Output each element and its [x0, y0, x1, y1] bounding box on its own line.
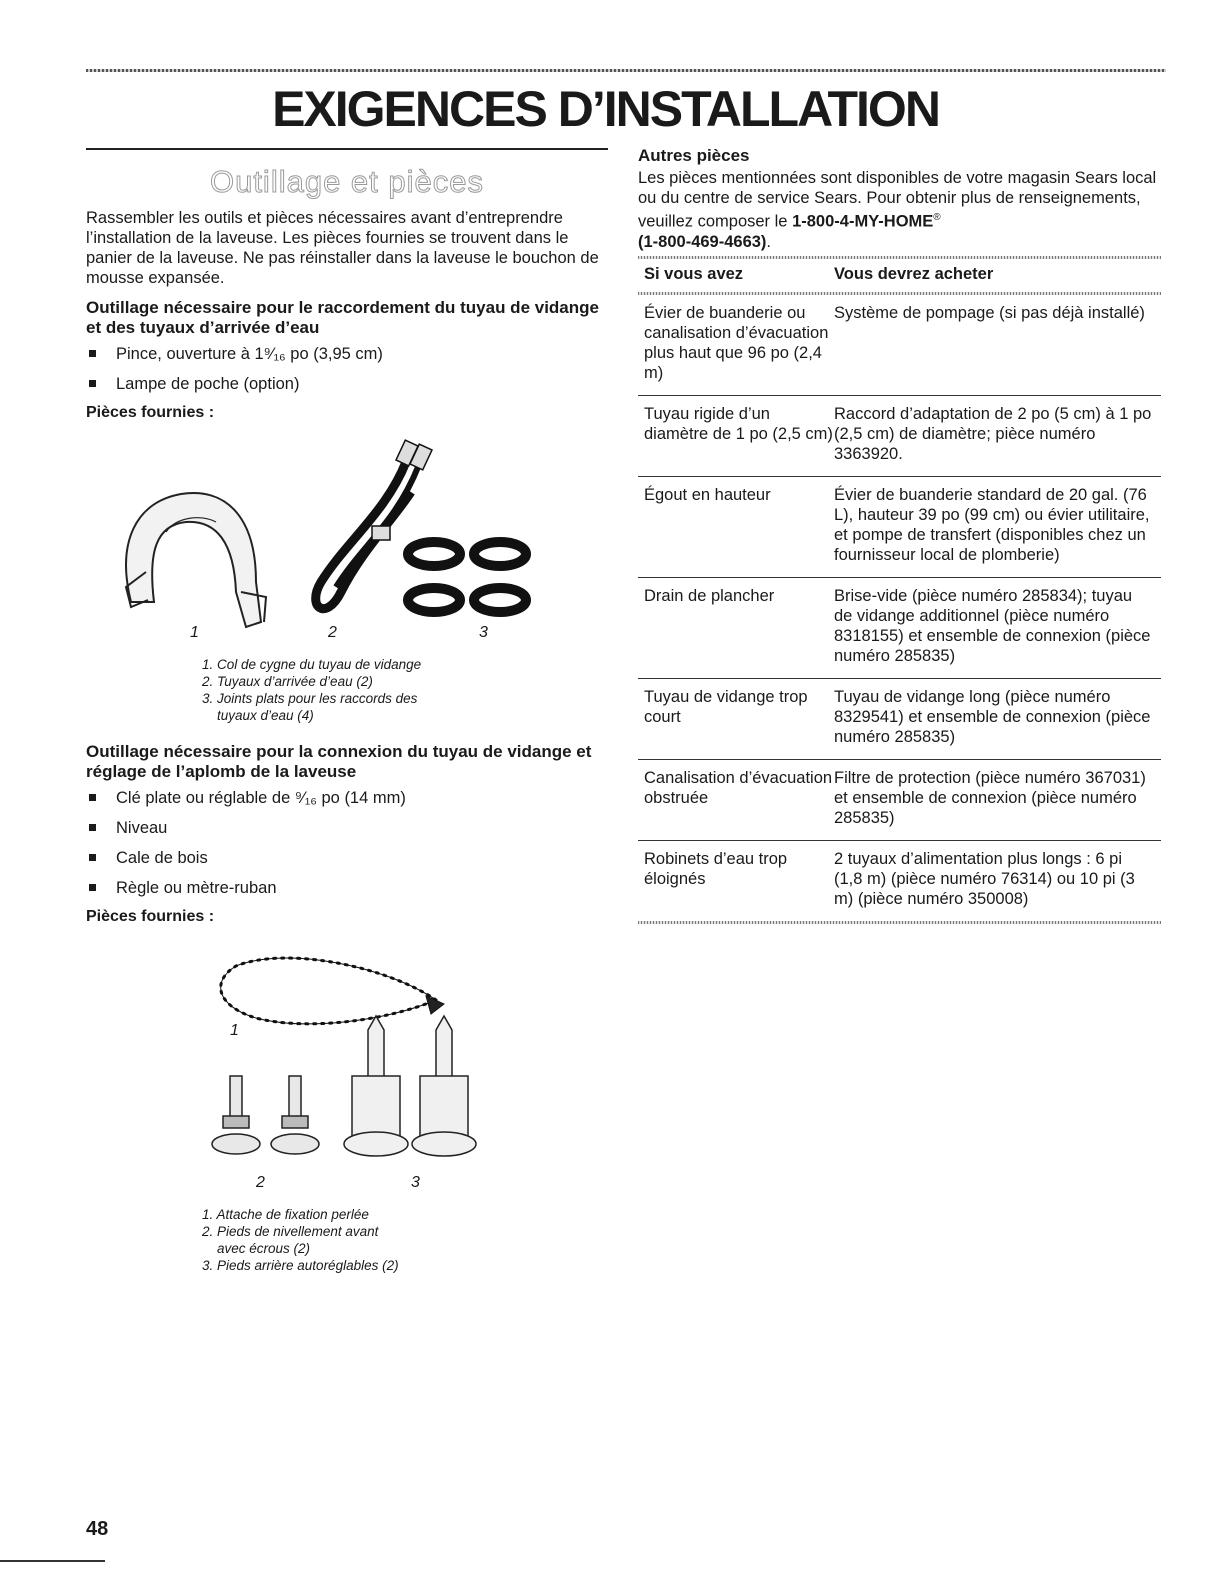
tool-item: Cale de bois [86, 848, 608, 868]
tools-heading-2: Outillage nécessaire pour la connexion du tuyau de vidange et réglage de l’aplomb de la laveuse [86, 741, 592, 781]
callout-3: 3 [479, 623, 488, 641]
tool-item: Pince, ouverture à 1⁹⁄₁₆ po (3,95 cm) [86, 344, 608, 364]
table-bottom-rule [638, 921, 1161, 924]
intro-paragraph: Rassembler les outils et pièces nécessaires avant d’entreprendre l’installation de la laveuse. Les pièces fournies se trouvent dans le panier de la laveuse. Ne pas réinstaller dans la laveuse le bouchon de mousse expansée. [86, 208, 599, 287]
header-have: Si vous avez [644, 264, 744, 283]
callout-1: 1 [190, 623, 199, 641]
callout-3: 3 [411, 1173, 420, 1191]
header-buy: Vous devrez acheter [834, 264, 994, 283]
tools-list-1 [86, 344, 608, 394]
top-dotted-rule [86, 69, 1166, 72]
caption: 3. Joints plats pour les raccords des [202, 690, 418, 706]
tool-item: Clé plate ou réglable de ⁹⁄₁₆ po (14 mm) [86, 788, 608, 808]
parts-illustration-1 [86, 422, 608, 652]
table-row: Canalisation d’évacuation obstruée Filtre de protection (pièce numéro 367031) et ensemble de connexion (pièce numéro 285835) [638, 760, 1161, 841]
tools-list-2 [86, 788, 608, 898]
right-column [638, 146, 1161, 924]
table-row: Tuyau rigide d’un diamètre de 1 po (2,5 cm) Raccord d’adaptation de 2 po (5 cm) à 1 po (2,5 cm) de diamètre; pièce numéro 3363920. [638, 396, 1161, 477]
phone-number-alt: (1-800-469-4663) [638, 232, 767, 251]
caption: 3. Pieds arrière autoréglables (2) [202, 1257, 399, 1273]
table-row: Drain de plancher Brise-vide (pièce numéro 285834); tuyau de vidange additionnel (pièce numéro 8318155) et ensemble de connexion (pièce numéro 285835) [638, 578, 1161, 679]
parts-table-header [638, 259, 1161, 292]
caption: avec écrous (2) [217, 1240, 311, 1256]
flat-washers-drawing [408, 542, 526, 612]
footer-rule [0, 1560, 105, 1562]
captions-1 [86, 656, 608, 724]
beaded-strap-drawing [221, 958, 444, 1024]
parts-figure-1 [86, 422, 608, 652]
left-section-rule [86, 148, 608, 150]
caption: 2. Tuyaux d’arrivée d’eau (2) [202, 673, 373, 689]
caption: tuyaux d’eau (4) [217, 707, 314, 723]
tools-heading-1: Outillage nécessaire pour le raccordement du tuyau de vidange et des tuyaux d’arrivée d’eau [86, 297, 599, 337]
table-row: Évier de buanderie ou canalisation d’évacuation plus haut que 96 po (2,4 m) Système de pompage (si pas déjà installé) [638, 295, 1161, 396]
table-row: Égout en hauteur Évier de buanderie standard de 20 gal. (76 L), hauteur 39 po (99 cm) ou évier utilitaire, et pompe de transfert (disponibles chez un fournisseur local de plomberie) [638, 477, 1161, 578]
section-title: Outillage et pièces [209, 163, 485, 199]
front-leveling-feet-drawing [212, 1076, 319, 1154]
page-title: EXIGENCES D’INSTALLATION [272, 81, 939, 137]
parts-label-1: Pièces fournies : [86, 403, 215, 421]
caption: 1. Col de cygne du tuyau de vidange [202, 656, 422, 672]
page-number: 48 [86, 1518, 109, 1540]
callout-1: 1 [230, 1021, 239, 1039]
drain-gooseneck-drawing [126, 493, 266, 627]
other-parts-heading: Autres pièces [638, 146, 750, 165]
caption: 1. Attache de fixation perlée [202, 1206, 369, 1222]
parts-label-2: Pièces fournies : [86, 907, 215, 925]
other-parts-intro: Les pièces mentionnées sont disponibles de votre magasin Sears local ou du centre de service Sears. Pour obtenir plus de renseignements, veuillez composer le 1-800-4-MY-HOME® (1-800-469-4663). [638, 169, 1157, 251]
tool-item: Règle ou mètre-ruban [86, 878, 608, 898]
callout-2: 2 [256, 1173, 265, 1191]
rear-feet-drawing [344, 1016, 476, 1156]
water-hoses-drawing [316, 440, 432, 609]
caption: 2. Pieds de nivellement avant [202, 1223, 379, 1239]
table-row: Robinets d’eau trop éloignés 2 tuyaux d’alimentation plus longs : 6 pi (1,8 m) (pièce numéro 76314) ou 10 pi (3 m) (pièce numéro 350008) [644, 849, 1135, 908]
tool-item: Niveau [86, 818, 608, 838]
parts-table [638, 295, 1161, 921]
parts-figure-2 [86, 926, 608, 1226]
parts-illustration-2 [86, 926, 608, 1226]
tool-item: Lampe de poche (option) [86, 374, 608, 394]
table-row: Tuyau de vidange trop court Tuyau de vidange long (pièce numéro 8329541) et ensemble de connexion (pièce numéro 285835) [638, 679, 1161, 760]
callout-2: 2 [328, 623, 337, 641]
left-column [86, 148, 608, 1274]
phone-number: 1-800-4-MY-HOME [792, 212, 934, 231]
